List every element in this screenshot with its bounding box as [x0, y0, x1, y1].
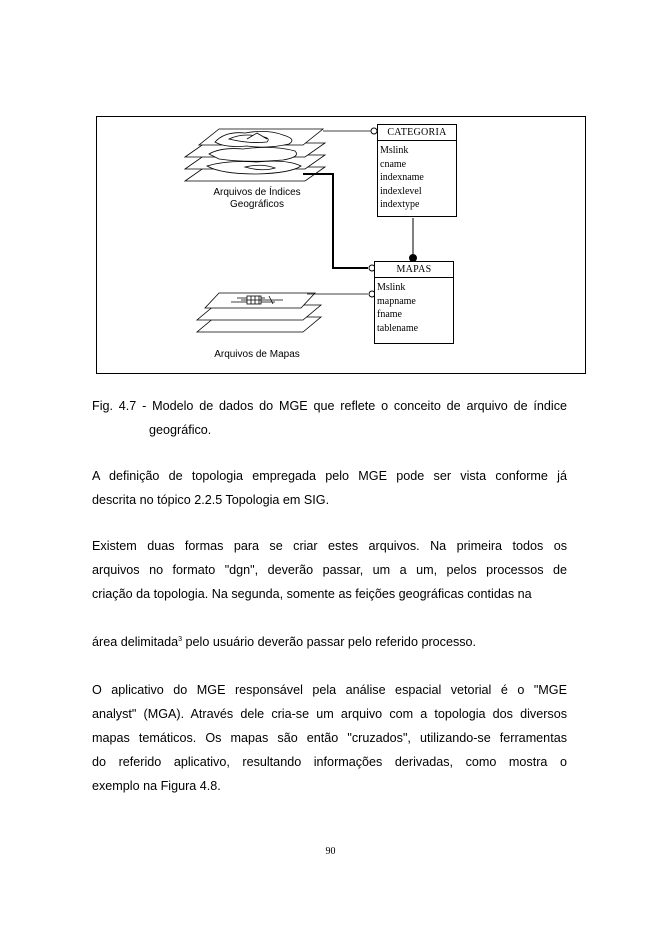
entity-field: cname: [380, 158, 407, 170]
text-line: do referido aplicativo, resultando informações derivadas, como mostra o: [92, 755, 567, 769]
entity-field: indextype: [380, 199, 420, 210]
text-line: analyst" (MGA). Através dele cria-se um arquivo com a topologia dos diversos: [92, 707, 567, 721]
figure-caption-line-1: Fig. 4.7 - Modelo de dados do MGE que reflete o conceito de arquivo de índice: [92, 399, 567, 413]
text-line: Existem duas formas para se criar estes arquivos. Na primeira todos os: [92, 539, 567, 553]
entity-categoria-title: CATEGORIA: [378, 125, 456, 141]
entity-categoria-fields: [378, 141, 456, 212]
entity-mapas-fields: [375, 278, 453, 335]
map-files-label: Arquivos de Mapas: [214, 349, 300, 360]
text-line: criação da topologia. Na segunda, somente as feições geográficas contidas na: [92, 587, 532, 601]
entity-field: indexlevel: [380, 185, 422, 197]
entity-mapas: [374, 261, 454, 344]
entity-mapas-title: MAPAS: [375, 262, 453, 278]
page-number: 90: [325, 846, 336, 857]
text-line: descrita no tópico 2.2.5 Topologia em SIG.: [92, 493, 330, 507]
entity-categoria: [377, 124, 457, 217]
entity-field: indexname: [380, 172, 424, 183]
map-files-stack-icon: [197, 293, 321, 332]
figure-diagram: [97, 117, 587, 375]
paragraph-2-continued: área delimitada$^3$ pelo usuário deverão passar pelo referido processo.: [92, 635, 477, 649]
text-line: exemplo na Figura 4.8.: [92, 779, 221, 793]
entity-field: Mslink: [380, 145, 409, 156]
connector-index-mapas: [303, 174, 375, 271]
footnote-ref: 3: [178, 635, 183, 643]
connector-categoria-mapas: [410, 218, 417, 262]
index-files-label: Arquivos de Índices Geográficos: [213, 187, 301, 210]
entity-field: mapname: [377, 295, 416, 307]
connector-maps-mapas: [307, 291, 375, 297]
figure-caption-line-2: geográfico.: [149, 423, 212, 437]
figure-4-7: [96, 116, 586, 374]
text-line: A definição de topologia empregada pelo MGE pode ser vista conforme já: [92, 469, 567, 483]
entity-field: tablename: [377, 322, 419, 334]
text-line: arquivos no formato "dgn", deverão passar, um a um, pelos processos de: [92, 563, 567, 577]
text-line: mapas temáticos. Os mapas são então "cruzados", utilizando-se ferramentas: [92, 731, 567, 745]
text-line: O aplicativo do MGE responsável pela análise espacial vetorial é o "MGE: [92, 683, 567, 697]
entity-field: Mslink: [377, 282, 406, 293]
connector-index-categoria: [323, 128, 377, 134]
entity-field: fname: [377, 309, 402, 320]
